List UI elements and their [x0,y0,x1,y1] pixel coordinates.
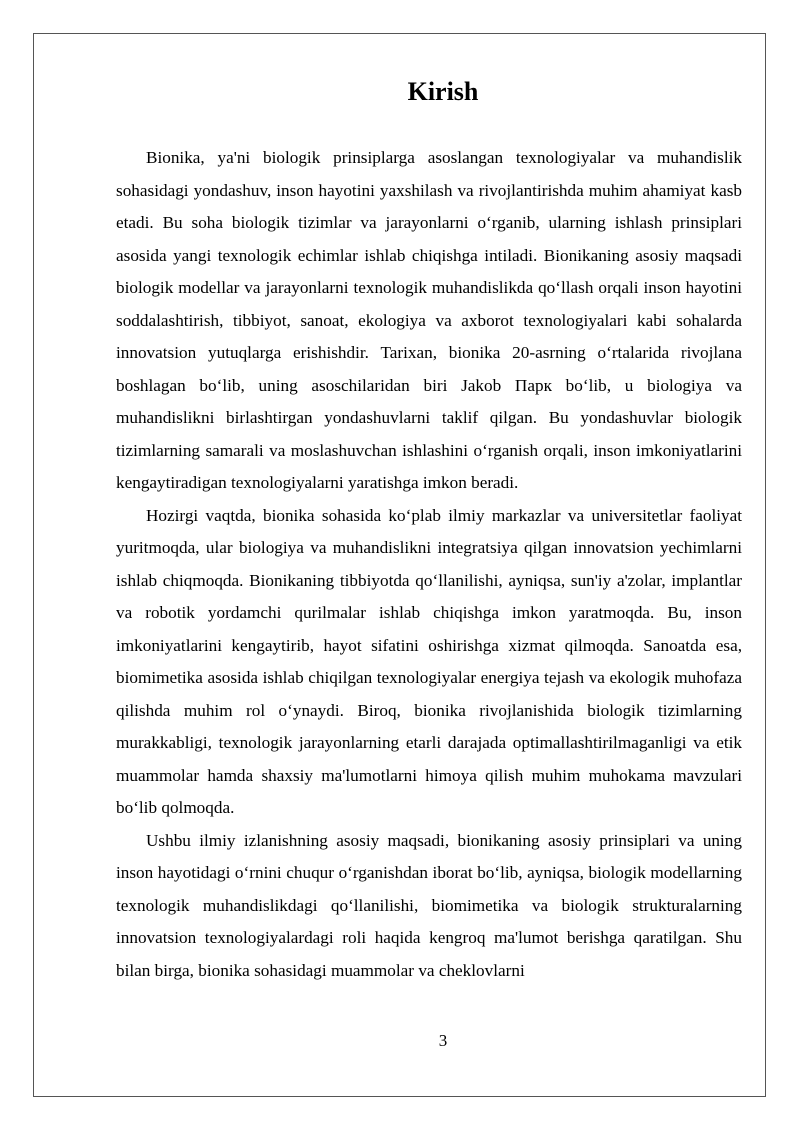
paragraph-2: Hozirgi vaqtda, bionika sohasida ko‘plab ilmiy markazlar va universitetlar faoliyat yuritmoqda, ular biologiya va muhandislikni integratsiya qilgan innovatsion yechimlarni ishlab chiqmoqda. Bionikaning tibbiyotda qo‘llanilishi, ayniqsa, sun'iy a'zolar, implantlar va robotik yordamchi qurilmalar ishlab chiqishga imkon yaratmoqda. Bu, inson imkoniyatlarini kengaytirib, hayot sifatini oshirishga xizmat qilmoqda. Sanoatda esa, biomimetika asosida ishlab chiqilgan texnologiyalar energiya tejash va ekologik muhofaza qilishda muhim rol o‘ynaydi. Biroq, bionika rivojlanishida biologik tizimlarning murakkabligi, texnologik jarayonlarning etarli darajada optimallashtirilmaganligi va etik muammolar hamda shaxsiy ma'lumotlarni himoya qilish muhim muhokama mavzulari bo‘lib qolmoqda. [116,505,742,817]
paragraph-3: Ushbu ilmiy izlanishning asosiy maqsadi, bionikaning asosiy prinsiplari va uning inson hayotidagi o‘rnini chuqur o‘rganishdan iborat bo‘lib, ayniqsa, biologik modellarning texnologik muhandislikdagi qo‘llanilishi, biomimetika va biologik strukturalarning innovatsion texnologiyalardagi roli haqida kengroq ma'lumot berishga qaratilgan. Shu bilan birga, bionika sohasidagi muammolar va cheklovlarni [116,830,742,980]
body-text [116,142,742,987]
paragraph-1: Bionika, ya'ni biologik prinsiplarga asoslangan texnologiyalar va muhandislik sohasidagi yondashuv, inson hayotini yaxshilash va rivojlantirishda muhim ahamiyat kasb etadi. Bu soha biologik tizimlar va jarayonlarni o‘rganib, ularning ishlash prinsiplari asosida yangi texnologik echimlar ishlab chiqishga intiladi. Bionikaning asosiy maqsadi biologik modellar va jarayonlarni texnologik muhandislikda qo‘llash orqali inson hayotini soddalashtirish, tibbiyot, sanoat, ekologiya va axborot texnologiyalari kabi sohalarda innovatsion yutuqlarga erishishdir. Tarixan, bionika 20-asrning o‘rtalarida rivojlana boshlagan bo‘lib, uning asoschilaridan biri Jakob Парк bo‘lib, u biologiya va muhandislikni birlashtirgan yondashuvlarni taklif qilgan. Bu yondashuvlar biologik tizimlarning samarali va moslashuvchan ishlashini o‘rganish orqali, inson imkoniyatlarini kengaytiradigan texnologiyalarni yaratishga imkon beradi. [116,148,742,492]
page-number: 3 [438,1031,448,1050]
page-title: Kirish [407,77,479,106]
